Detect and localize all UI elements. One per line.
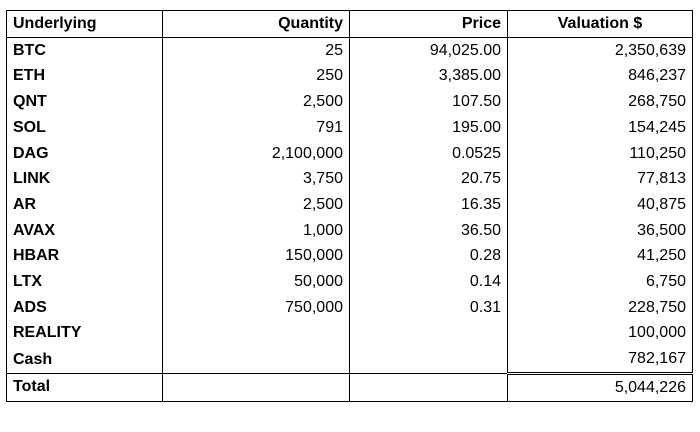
table-row xyxy=(7,295,693,321)
table-row xyxy=(7,243,693,269)
header-row xyxy=(7,11,693,38)
row-price: 3,385.00 xyxy=(350,63,508,89)
row-price: 195.00 xyxy=(350,115,508,141)
table-row xyxy=(7,63,693,89)
table-row xyxy=(7,141,693,167)
header-quantity: Quantity xyxy=(163,11,350,38)
row-price: 16.35 xyxy=(350,192,508,218)
row-valuation: 6,750 xyxy=(508,269,693,295)
row-valuation: 110,250 xyxy=(508,141,693,167)
table-row xyxy=(7,192,693,218)
header-underlying: Underlying xyxy=(7,11,163,38)
row-quantity: 2,500 xyxy=(163,89,350,115)
total-valuation: 5,044,226 xyxy=(508,373,693,401)
row-quantity: 25 xyxy=(163,37,350,63)
row-name: REALITY xyxy=(7,320,163,346)
portfolio-valuation-table xyxy=(6,10,693,402)
row-valuation: 100,000 xyxy=(508,320,693,346)
row-name: HBAR xyxy=(7,243,163,269)
row-valuation: 846,237 xyxy=(508,63,693,89)
row-price: 0.31 xyxy=(350,295,508,321)
row-quantity: 250 xyxy=(163,63,350,89)
table-row xyxy=(7,115,693,141)
row-name: LINK xyxy=(7,166,163,192)
table-row xyxy=(7,166,693,192)
row-quantity: 3,750 xyxy=(163,166,350,192)
table-row xyxy=(7,37,693,63)
table-row xyxy=(7,218,693,244)
total-label: Total xyxy=(7,373,163,401)
row-price: 94,025.00 xyxy=(350,37,508,63)
row-price: 0.28 xyxy=(350,243,508,269)
row-valuation: 268,750 xyxy=(508,89,693,115)
row-quantity xyxy=(163,346,350,373)
total-price-empty xyxy=(350,373,508,401)
row-name: QNT xyxy=(7,89,163,115)
row-price xyxy=(350,346,508,373)
row-name: SOL xyxy=(7,115,163,141)
row-name: ADS xyxy=(7,295,163,321)
row-valuation: 228,750 xyxy=(508,295,693,321)
row-price: 0.14 xyxy=(350,269,508,295)
row-name: AVAX xyxy=(7,218,163,244)
total-quantity-empty xyxy=(163,373,350,401)
table-row xyxy=(7,346,693,373)
row-quantity: 1,000 xyxy=(163,218,350,244)
row-name: Cash xyxy=(7,346,163,373)
row-quantity: 2,500 xyxy=(163,192,350,218)
row-price: 36.50 xyxy=(350,218,508,244)
row-quantity: 2,100,000 xyxy=(163,141,350,167)
header-valuation: Valuation $ xyxy=(508,11,693,38)
row-quantity: 750,000 xyxy=(163,295,350,321)
table-row xyxy=(7,89,693,115)
row-price: 0.0525 xyxy=(350,141,508,167)
row-price: 20.75 xyxy=(350,166,508,192)
row-valuation: 41,250 xyxy=(508,243,693,269)
row-valuation: 2,350,639 xyxy=(508,37,693,63)
row-name: AR xyxy=(7,192,163,218)
table-body xyxy=(7,11,693,402)
row-name: ETH xyxy=(7,63,163,89)
row-price xyxy=(350,320,508,346)
row-valuation: 782,167 xyxy=(508,346,693,373)
row-quantity: 150,000 xyxy=(163,243,350,269)
row-valuation: 154,245 xyxy=(508,115,693,141)
row-name: DAG xyxy=(7,141,163,167)
row-quantity: 791 xyxy=(163,115,350,141)
table-row xyxy=(7,269,693,295)
row-quantity: 50,000 xyxy=(163,269,350,295)
row-name: BTC xyxy=(7,37,163,63)
row-valuation: 77,813 xyxy=(508,166,693,192)
row-price: 107.50 xyxy=(350,89,508,115)
row-valuation: 40,875 xyxy=(508,192,693,218)
header-price: Price xyxy=(350,11,508,38)
row-name: LTX xyxy=(7,269,163,295)
row-quantity xyxy=(163,320,350,346)
table-row xyxy=(7,320,693,346)
row-valuation: 36,500 xyxy=(508,218,693,244)
total-row xyxy=(7,373,693,401)
